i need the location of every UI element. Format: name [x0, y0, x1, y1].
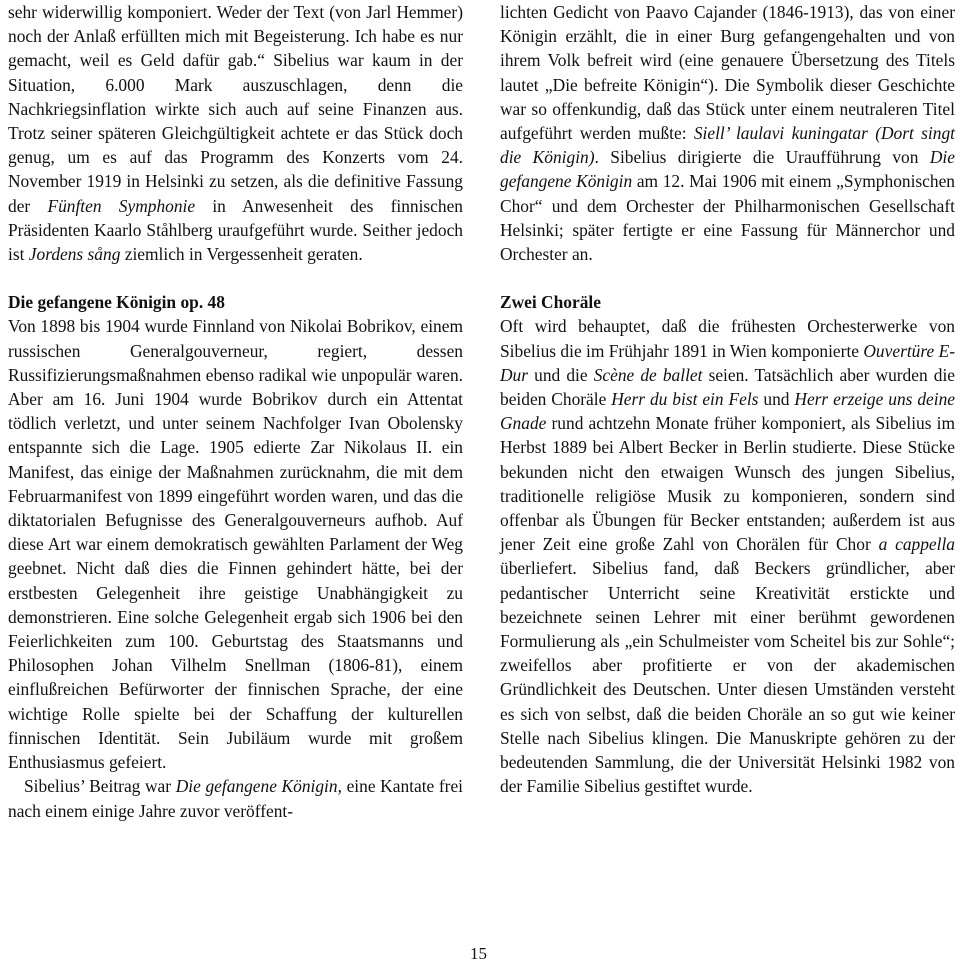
page-number: 15 — [470, 944, 487, 963]
paragraph-sibelius-beitrag: Sibelius’ Beitrag war Die gefangene Königin, eine Kantate frei nach einem einige Jahre zuvor veröffent- — [8, 776, 464, 821]
section-heading-zwei-chorale: Zwei Choräle — [500, 292, 601, 313]
section-heading-gefangene-koenigin: Die gefangene Königin op. 48 — [8, 292, 225, 313]
right-column — [500, 0, 955, 799]
paragraph-jordens-sang: sehr widerwillig komponiert. Weder der Text (von Jarl Hemmer) noch der Anlaß erfüllten mich mit Begeisterung. Ich habe es nur gemacht, weil es Geld dafür gab.“ Sibelius war kaum in der Situation, 6.000 Mark auszuschlagen, denn die Nachkriegsinflation wirkte sich auch auf seine Finanzen aus. Trotz seiner späteren Gleichgültigkeit achtete er das Stück doch genug, um es auf das Programm des Konzerts vom 24. November 1919 in Helsinki zu setzen, als die definitive Fassung der Fünften Symphonie in Anwesenheit des finnischen Präsidenten Kaarlo Ståhlberg uraufgeführt wurde. Seither jedoch ist Jordens sång ziemlich in Vergessenheit geraten. — [8, 2, 464, 265]
paragraph-finnland-history: Von 1898 bis 1904 wurde Finnland von Nikolai Bobrikov, einem russischen Generalgouverneur, regiert, dessen Russifizierungsmaßnahmen ebenso radikal wie unpopulär waren. Aber am 16. Juni 1904 wurde Bobrikov durch ein Attentat tödlich verletzt, und unter seinem Nachfolger Ivan Obolensky entspannte sich die Lage. 1905 edierte Zar Nikolaus II. ein Manifest, das einige der Maßnahmen zurücknahm, die mit dem Februarmanifest von 1899 eingeführt worden waren, und das die diktatorialen Befugnisse des Generalgouverneurs aufhob. Auf diese Art war einem demokratisch gewählten Parlament der Weg geebnet. Nicht daß dies die Finnen gehindert hätte, bei der erstbesten Gelegenheit ihre geistige Unabhängigkeit zu demonstrieren. Eine solche Gelegenheit ergab sich 1906 bei den Feierlichkeiten zum 100. Geburtstag des Staatsmanns und Philosophen Johan Vilhelm Snellman (1806-81), einem einflußreichen Befürworter der finnischen Sprache, der eine wichtige Rolle spielte bei der Schaffung der kulturellen finnischen Identität. Sein Jubiläum wurde mit großem Enthusiasmus gefeiert. — [8, 316, 463, 773]
paragraph-cajander-poem: lichten Gedicht von Paavo Cajander (1846-1913), das von einer Königin erzählt, die in einer Burg gefangengehalten und von ihrem Volk befreit wird (eine genauere Übersetzung des Titels lautet „Die befreite Königin“). Die Symbolik dieser Geschichte war so offenkundig, daß das Stück unter einem neutraleren Titel aufgeführt werden mußte: Siell’ laulavi kuningatar (Dort singt die Königin). Sibelius dirigierte die Uraufführung von Die gefangene Königin am 12. Mai 1906 mit einem „Symphonischen Chor“ und dem Orchester der Philharmonischen Gesellschaft Helsinki; später fertigte er eine Fassung für Männerchor und Orchester an. — [500, 2, 956, 265]
paragraph-zwei-chorale: Oft wird behauptet, daß die frühesten Orchesterwerke von Sibelius die im Frühjahr 1891 in Wien komponierte Ouvertüre E-Dur und die Scène de ballet seien. Tatsächlich aber wurden die beiden Choräle Herr du bist ein Fels und Herr erzeige uns deine Gnade rund achtzehn Monate früher komponiert, als Sibelius im Herbst 1889 bei Albert Becker in Berlin studierte. Diese Stücke bekunden nicht den etwaigen Wunsch des jungen Sibelius, traditionelle religiöse Musik zu komponieren, sondern sind offenbar als Übungen für Becker entstanden; außerdem ist aus jener Zeit eine große Zahl von Chorälen für Chor a cappella überliefert. Sibelius fand, daß Beckers gründlicher, aber pedantischer Unterricht seine Kreativität erstickte und bezeichnete seinen Lehrer mit einer berühmt gewordenen Formulierung als „ein Schulmeister vom Scheitel bis zur Sohle“; zweifellos aber profitierte er von der akademischen Gründlichkeit des Deutschen. Unter diesen Umständen versteht es sich von selbst, daß die beiden Choräle an so gut wie keiner Stelle nach Sibelius klingen. Die Manuskripte gehören zu der bedeutenden Sammlung, die der Universität Helsinki 1982 von der Familie Sibelius gestiftet wurde. — [500, 316, 956, 797]
left-column — [8, 0, 463, 823]
